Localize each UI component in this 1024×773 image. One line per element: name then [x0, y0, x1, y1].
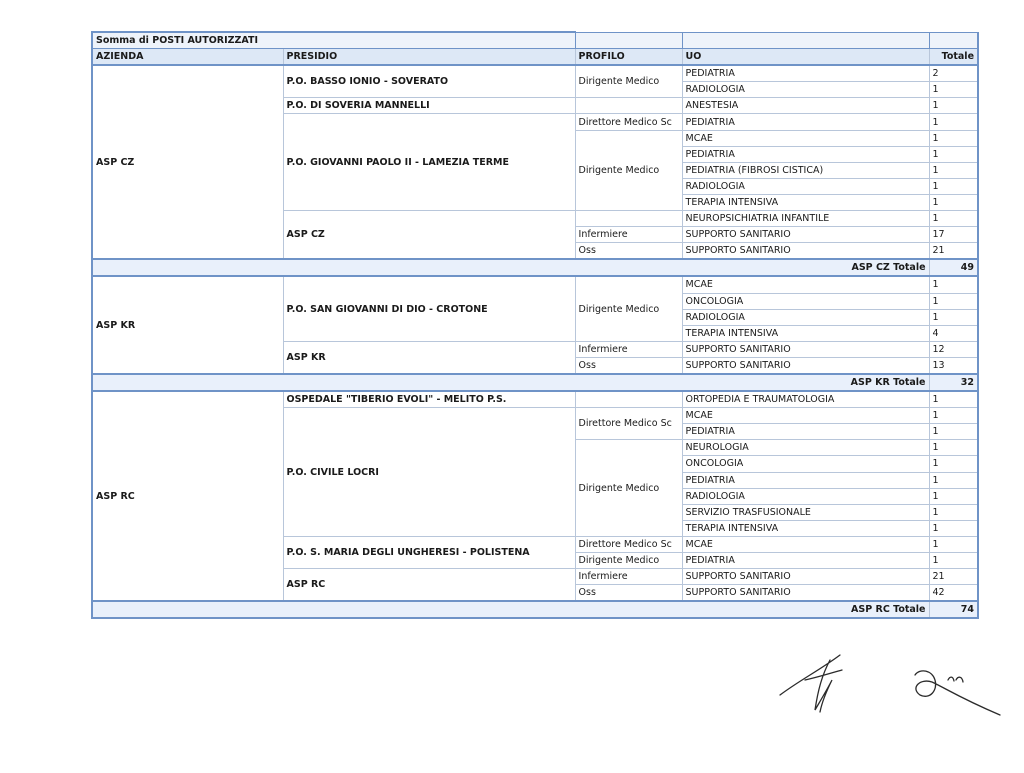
profilo-cell: Dirigente Medico	[575, 553, 682, 569]
pivot-table	[91, 31, 979, 619]
uo-cell: ONCOLOGIA	[682, 293, 929, 309]
profilo-cell: Infermiere	[575, 227, 682, 243]
signature-2	[915, 671, 1000, 715]
totale-cell: 1	[929, 504, 978, 520]
profilo-cell: Direttore Medico Sc	[575, 408, 682, 440]
uo-cell: SUPPORTO SANITARIO	[682, 243, 929, 260]
handwritten-signatures	[760, 640, 1020, 730]
profilo-cell: Dirigente Medico	[575, 276, 682, 341]
uo-cell: ORTOPEDIA E TRAUMATOLOGIA	[682, 391, 929, 408]
header-presidio: PRESIDIO	[283, 49, 575, 66]
uo-cell: SUPPORTO SANITARIO	[682, 341, 929, 357]
subtotal-row	[92, 259, 978, 276]
totale-cell: 1	[929, 194, 978, 210]
table-row	[92, 391, 978, 408]
totale-cell: 1	[929, 309, 978, 325]
totale-cell: 1	[929, 276, 978, 293]
uo-cell: MCAE	[682, 536, 929, 552]
totale-cell: 17	[929, 227, 978, 243]
pivot-title: Somma di POSTI AUTORIZZATI	[92, 32, 575, 49]
presidio-cell: ASP RC	[283, 569, 575, 602]
uo-cell: NEUROPSICHIATRIA INFANTILE	[682, 211, 929, 227]
totale-cell: 1	[929, 408, 978, 424]
totale-cell: 1	[929, 456, 978, 472]
presidio-cell: P.O. BASSO IONIO - SOVERATO	[283, 65, 575, 98]
subtotal-label: ASP CZ Totale	[92, 259, 929, 276]
table-row	[92, 276, 978, 293]
azienda-cell: ASP KR	[92, 276, 283, 374]
uo-cell: RADIOLOGIA	[682, 309, 929, 325]
uo-cell: MCAE	[682, 408, 929, 424]
uo-cell: TERAPIA INTENSIVA	[682, 325, 929, 341]
presidio-cell: OSPEDALE "TIBERIO EVOLI" - MELITO P.S.	[283, 391, 575, 408]
uo-cell: SUPPORTO SANITARIO	[682, 357, 929, 374]
pivot-title-row	[92, 32, 978, 49]
totale-cell: 1	[929, 536, 978, 552]
uo-cell: RADIOLOGIA	[682, 82, 929, 98]
totale-cell: 1	[929, 293, 978, 309]
table-row	[92, 65, 978, 82]
totale-cell: 1	[929, 391, 978, 408]
uo-cell: PEDIATRIA	[682, 146, 929, 162]
totale-cell: 1	[929, 146, 978, 162]
presidio-cell: ASP KR	[283, 341, 575, 374]
profilo-cell: Dirigente Medico	[575, 130, 682, 210]
header-azienda: AZIENDA	[92, 49, 283, 66]
profilo-cell	[575, 391, 682, 408]
totale-cell: 1	[929, 472, 978, 488]
subtotal-row	[92, 601, 978, 618]
uo-cell: NEUROLOGIA	[682, 440, 929, 456]
presidio-cell: ASP CZ	[283, 211, 575, 260]
profilo-cell	[575, 98, 682, 114]
presidio-cell: P.O. S. MARIA DEGLI UNGHERESI - POLISTENA	[283, 536, 575, 568]
subtotal-label: ASP RC Totale	[92, 601, 929, 618]
profilo-cell: Dirigente Medico	[575, 65, 682, 98]
profilo-cell: Oss	[575, 357, 682, 374]
uo-cell: PEDIATRIA	[682, 424, 929, 440]
uo-cell: SUPPORTO SANITARIO	[682, 585, 929, 602]
uo-cell: ANESTESIA	[682, 98, 929, 114]
totale-cell: 1	[929, 98, 978, 114]
azienda-cell: ASP RC	[92, 391, 283, 601]
totale-cell: 1	[929, 424, 978, 440]
profilo-cell	[575, 211, 682, 227]
uo-cell: RADIOLOGIA	[682, 488, 929, 504]
presidio-cell: P.O. GIOVANNI PAOLO II - LAMEZIA TERME	[283, 114, 575, 211]
totale-cell: 1	[929, 162, 978, 178]
presidio-cell: P.O. DI SOVERIA MANNELLI	[283, 98, 575, 114]
totale-cell: 21	[929, 243, 978, 260]
uo-cell: SUPPORTO SANITARIO	[682, 569, 929, 585]
uo-cell: PEDIATRIA	[682, 65, 929, 82]
uo-cell: SERVIZIO TRASFUSIONALE	[682, 504, 929, 520]
uo-cell: MCAE	[682, 276, 929, 293]
subtotal-value: 74	[929, 601, 978, 618]
uo-cell: TERAPIA INTENSIVA	[682, 520, 929, 536]
uo-cell: TERAPIA INTENSIVA	[682, 194, 929, 210]
totale-cell: 1	[929, 211, 978, 227]
profilo-cell: Dirigente Medico	[575, 440, 682, 537]
azienda-cell: ASP CZ	[92, 65, 283, 259]
totale-cell: 42	[929, 585, 978, 602]
uo-cell: PEDIATRIA	[682, 553, 929, 569]
signature-1	[780, 655, 842, 712]
uo-cell: ONCOLOGIA	[682, 456, 929, 472]
totale-cell: 1	[929, 520, 978, 536]
subtotal-value: 32	[929, 374, 978, 391]
totale-cell: 1	[929, 440, 978, 456]
profilo-cell: Direttore Medico Sc	[575, 536, 682, 552]
profilo-cell: Infermiere	[575, 341, 682, 357]
header-totale: Totale	[929, 49, 978, 66]
totale-cell: 1	[929, 553, 978, 569]
totale-cell: 1	[929, 114, 978, 130]
uo-cell: PEDIATRIA	[682, 472, 929, 488]
presidio-cell: P.O. SAN GIOVANNI DI DIO - CROTONE	[283, 276, 575, 341]
uo-cell: PEDIATRIA	[682, 114, 929, 130]
totale-cell: 1	[929, 178, 978, 194]
totale-cell: 1	[929, 82, 978, 98]
totale-cell: 1	[929, 130, 978, 146]
totale-cell: 4	[929, 325, 978, 341]
profilo-cell: Infermiere	[575, 569, 682, 585]
totale-cell: 21	[929, 569, 978, 585]
uo-cell: PEDIATRIA (FIBROSI CISTICA)	[682, 162, 929, 178]
uo-cell: MCAE	[682, 130, 929, 146]
subtotal-row	[92, 374, 978, 391]
header-row	[92, 49, 978, 66]
totale-cell: 12	[929, 341, 978, 357]
header-uo: UO	[682, 49, 929, 66]
subtotal-label: ASP KR Totale	[92, 374, 929, 391]
profilo-cell: Oss	[575, 585, 682, 602]
presidio-cell: P.O. CIVILE LOCRI	[283, 408, 575, 537]
totale-cell: 1	[929, 488, 978, 504]
uo-cell: RADIOLOGIA	[682, 178, 929, 194]
profilo-cell: Oss	[575, 243, 682, 260]
subtotal-value: 49	[929, 259, 978, 276]
header-profilo: PROFILO	[575, 49, 682, 66]
profilo-cell: Direttore Medico Sc	[575, 114, 682, 130]
uo-cell: SUPPORTO SANITARIO	[682, 227, 929, 243]
totale-cell: 13	[929, 357, 978, 374]
totale-cell: 2	[929, 65, 978, 82]
